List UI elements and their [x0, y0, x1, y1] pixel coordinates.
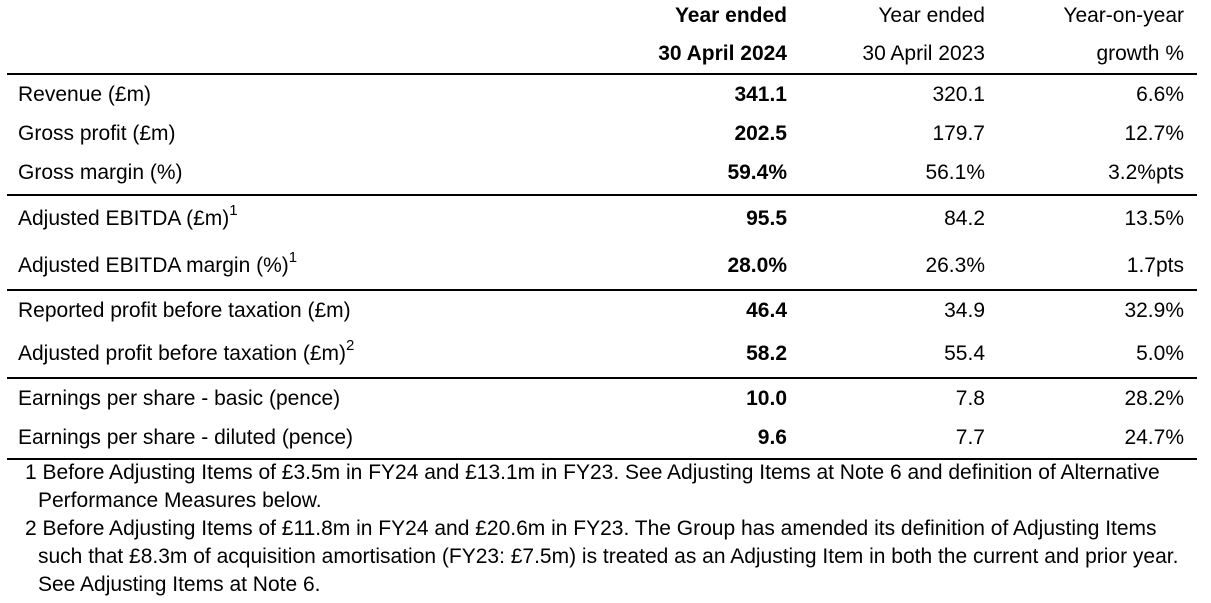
row-growth-value: 5.0%: [1136, 342, 1184, 365]
row-growth-value: 12.7%: [1124, 122, 1184, 145]
header-fy24-line1: Year ended: [674, 4, 787, 27]
row-growth-value: 3.2%pts: [1108, 161, 1184, 184]
row-fy23-value: 34.9: [944, 299, 985, 322]
header-fy24-line2: 30 April 2024: [658, 42, 787, 65]
row-fy24-value: 46.4: [746, 299, 787, 322]
row-fy24-value: 9.6: [757, 426, 787, 449]
row-fy24-value: 95.5: [746, 207, 787, 230]
footnote-marker: 1: [229, 202, 238, 219]
row-label: Adjusted EBITDA (£m)$^1$: [18, 202, 238, 230]
row-fy23-value: 320.1: [932, 83, 985, 106]
row-label: Adjusted profit before taxation (£m)$^2$: [18, 337, 355, 365]
footnote-1: 1 Before Adjusting Items of £3.5m in FY24 and £13.1m in FY23. See Adjusting Items at Note 6 and definition of Alternative Performance Measures below.: [25, 461, 1160, 512]
row-label: Gross margin (%): [18, 161, 183, 184]
row-fy24-value: 58.2: [746, 342, 787, 365]
row-label: Reported profit before taxation (£m): [18, 299, 351, 322]
header-fy23-line2: 30 April 2023: [862, 42, 985, 65]
row-fy24-value: 28.0%: [727, 254, 787, 277]
footnote-2: 2 Before Adjusting Items of £11.8m in FY24 and £20.6m in FY23. The Group has amended its definition of Adjusting Items such that £8.3m of acquisition amortisation (FY23: £7.5m) is treated as an Adjusting Item in both the current and prior year. See Adjusting Items at Note 6.: [25, 517, 1179, 596]
table-header: [7, 0, 1197, 70]
row-fy23-value: 7.7: [955, 426, 985, 449]
row-growth-value: 6.6%: [1136, 83, 1184, 106]
row-fy24-value: 59.4%: [727, 161, 787, 184]
row-fy23-value: 7.8: [955, 387, 985, 410]
row-fy24-value: 341.1: [734, 83, 787, 106]
row-fy24-value: 202.5: [734, 122, 787, 145]
row-fy23-value: 26.3%: [925, 254, 985, 277]
section-divider: [7, 377, 1197, 379]
footnotes: [25, 459, 1200, 599]
header-divider: [7, 73, 1197, 75]
row-label: Gross profit (£m): [18, 122, 176, 145]
footnote-marker: 1: [288, 249, 298, 266]
row-fy23-value: 56.1%: [925, 161, 985, 184]
section-divider: [7, 289, 1197, 291]
row-label: Earnings per share - diluted (pence): [18, 426, 354, 449]
row-fy23-value: 84.2: [944, 207, 985, 230]
header-growth-line1: Year-on-year: [1063, 4, 1184, 27]
row-growth-value: 13.5%: [1124, 207, 1184, 230]
row-growth-value: 28.2%: [1124, 387, 1184, 410]
row-fy24-value: 10.0: [746, 387, 787, 410]
row-label: Revenue (£m): [18, 83, 152, 106]
footnote-marker: 2: [346, 337, 355, 354]
section-divider: [7, 194, 1197, 196]
row-fy23-value: 55.4: [944, 342, 985, 365]
row-label: Adjusted EBITDA margin (%)$^1$: [18, 249, 298, 277]
row-growth-value: 24.7%: [1124, 426, 1184, 449]
row-growth-value: 1.7pts: [1126, 254, 1184, 277]
row-growth-value: 32.9%: [1124, 299, 1184, 322]
header-fy23-line1: Year ended: [878, 4, 985, 27]
row-fy23-value: 179.7: [932, 122, 985, 145]
header-growth-line2: growth %: [1096, 42, 1184, 65]
row-label: Earnings per share - basic (pence): [18, 387, 341, 410]
